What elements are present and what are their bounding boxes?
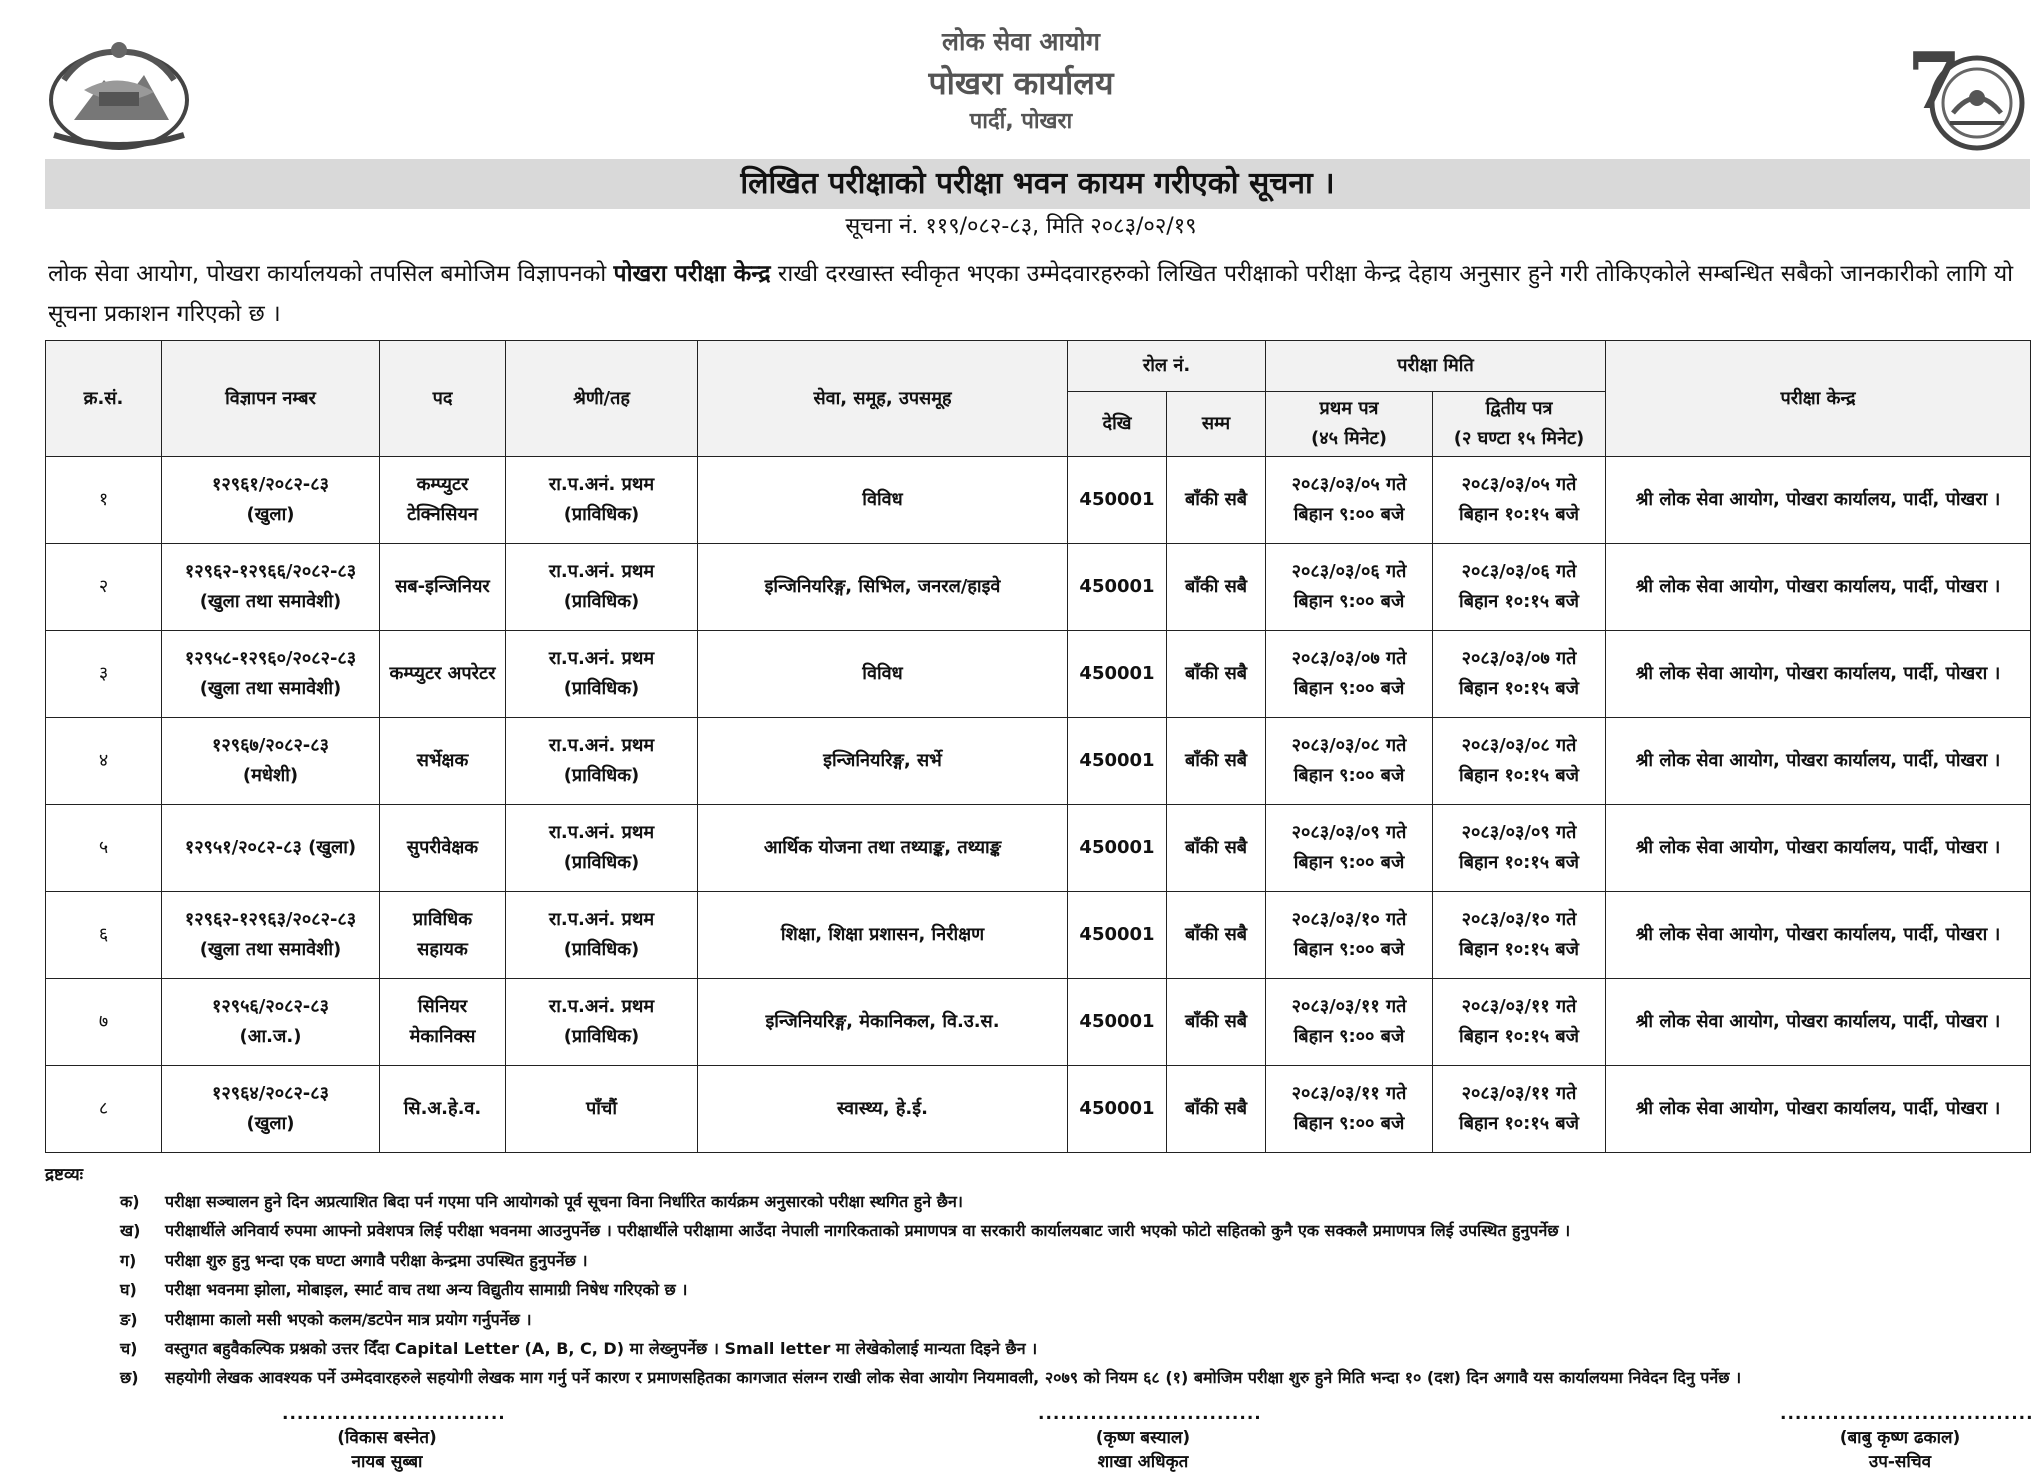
note-marker: छ) [120, 1368, 139, 1388]
post-cell-text: कम्प्युटर [416, 474, 469, 495]
service-cell [698, 979, 1068, 1066]
paper2-cell-text: २०८३/०३/११ गते [1461, 1083, 1577, 1104]
header-paper2 [1433, 392, 1606, 457]
service-cell-text: स्वास्थ्य, हे.ई. [837, 1098, 928, 1119]
roll-from-cell [1068, 457, 1167, 544]
header-roll: रोल नं. [1068, 341, 1266, 392]
notice-title: लिखित परीक्षाको परीक्षा भवन कायम गरीएको सूचना । [45, 159, 2030, 209]
service-cell [698, 631, 1068, 718]
service-cell-text: इन्जिनियरिङ्ग, सर्भे [823, 750, 942, 771]
level-cell-text: (प्राविधिक) [563, 852, 640, 873]
sn-text: ५ [98, 837, 109, 858]
roll-from-cell-text: 450001 [1079, 1098, 1155, 1119]
roll-from-cell [1068, 892, 1167, 979]
service-cell-text: विविध [862, 489, 903, 510]
office-name: पोखरा कार्यालय [928, 64, 1114, 102]
paper2-cell [1433, 544, 1606, 631]
level-cell [506, 1066, 698, 1153]
paper2-cell-text: बिहान १०:१५ बजे [1459, 1113, 1579, 1134]
intro-bold-center: पोखरा परीक्षा केन्द्र [613, 261, 771, 287]
office-header [0, 25, 2042, 137]
roll-to-cell [1167, 979, 1266, 1066]
svg-text:7: 7 [1907, 36, 1962, 127]
post-cell [380, 631, 506, 718]
service-cell [698, 544, 1068, 631]
signatory-name: (बाबु कृष्ण ढकाल) [1839, 1428, 1961, 1448]
center-cell [1606, 979, 2031, 1066]
service-cell [698, 805, 1068, 892]
note-text: परीक्षार्थीले अनिवार्य रुपमा आफ्नो प्रवेशपत्र लिई परीक्षा भवनमा आउनुपर्नेछ । परीक्षार्थीले परीक्षामा आउँदा नेपाली नागरिकताको प्रमाणपत्र वा सरकारी कार्यालयबाट जारी भएको फोटो सहितको कुनै एक सक्कलै प्रमाणपत्र लिई उपस्थित हुनुपर्नेछ । [165, 1221, 1571, 1241]
sn [46, 805, 162, 892]
paper2-cell-text: २०८३/०३/१० गते [1461, 909, 1577, 930]
adv-no-cell [162, 457, 380, 544]
adv-no-cell-text: (मधेशी) [242, 765, 299, 786]
header-adv-no: विज्ञापन नम्बर [162, 341, 380, 457]
post-cell-text: मेकानिक्स [409, 1026, 476, 1047]
paper2-cell-text: बिहान १०:१५ बजे [1459, 1026, 1579, 1047]
adv-no-cell-text: १२९५१/२०८२-८३ (खुला) [184, 837, 357, 858]
paper1-cell [1266, 892, 1433, 979]
roll-from-cell [1068, 631, 1167, 718]
sn [46, 718, 162, 805]
post-cell-text: सि.अ.हे.व. [403, 1098, 482, 1119]
note-text: परीक्षा शुरु हुनु भन्दा एक घण्टा अगावै परीक्षा केन्द्रमा उपस्थित हुनुपर्नेछ । [165, 1250, 588, 1270]
note-text: वस्तुगत बहुवैकल्पिक प्रश्नको उत्तर दिँदा Capital Letter (A, B, C, D) मा लेख्नुपर्नेछ । Small letter मा लेखेकोलाई मान्यता दिइने छैन । [165, 1338, 1038, 1358]
paper1-cell-text: बिहान ९:०० बजे [1293, 678, 1405, 699]
paper2-cell [1433, 805, 1606, 892]
post-cell-text: सहायक [417, 939, 468, 960]
table-row [46, 805, 2031, 892]
center-cell [1606, 718, 2031, 805]
roll-from-cell [1068, 544, 1167, 631]
level-cell-text: रा.प.अनं. प्रथम [548, 996, 655, 1017]
paper1-label: प्रथम पत्र [1319, 398, 1379, 419]
sn-text: ३ [98, 663, 109, 684]
exam-schedule-table [45, 340, 2031, 1153]
paper1-cell [1266, 631, 1433, 718]
org-name: लोक सेवा आयोग [942, 27, 1100, 56]
sn [46, 544, 162, 631]
signatory-name: (कृष्ण बस्याल) [1095, 1428, 1191, 1448]
sn-text: ४ [98, 750, 109, 771]
roll-from-cell-text: 450001 [1079, 837, 1155, 858]
adv-no-cell [162, 892, 380, 979]
header-roll-to: सम्म [1167, 392, 1266, 457]
sn-text: २ [98, 576, 109, 597]
signature-line: .................................. [1780, 1404, 2034, 1424]
header-level: श्रेणी/तह [506, 341, 698, 457]
paper2-cell [1433, 892, 1606, 979]
paper2-cell-text: बिहान १०:१५ बजे [1459, 504, 1579, 525]
paper2-cell-text: बिहान १०:१५ बजे [1459, 765, 1579, 786]
paper1-cell-text: बिहान ९:०० बजे [1293, 765, 1405, 786]
service-cell-text: इन्जिनियरिङ्ग, मेकानिकल, वि.उ.स. [765, 1011, 1000, 1032]
roll-to-cell-text: बाँकी सबै [1184, 489, 1248, 510]
adv-no-cell [162, 718, 380, 805]
level-cell-text: (प्राविधिक) [563, 504, 640, 525]
roll-from-cell-text: 450001 [1079, 1011, 1155, 1032]
level-cell-text: पाँचौं [586, 1098, 617, 1119]
level-cell-text: रा.प.अनं. प्रथम [548, 561, 655, 582]
post-cell-text: सिनियर [417, 996, 468, 1017]
paper2-cell-text: २०८३/०३/०५ गते [1461, 474, 1577, 495]
paper2-cell [1433, 457, 1606, 544]
roll-from-cell [1068, 979, 1167, 1066]
paper1-cell [1266, 718, 1433, 805]
post-cell [380, 718, 506, 805]
paper2-label: द्वितीय पत्र [1485, 398, 1553, 419]
post-cell [380, 544, 506, 631]
service-cell [698, 1066, 1068, 1153]
header-post: पद [380, 341, 506, 457]
note-item [120, 1216, 2020, 1245]
paper1-cell [1266, 457, 1433, 544]
roll-from-cell-text: 450001 [1079, 489, 1155, 510]
level-cell [506, 631, 698, 718]
roll-to-cell [1167, 544, 1266, 631]
level-cell-text: रा.प.अनं. प्रथम [548, 735, 655, 756]
table-row [46, 979, 2031, 1066]
table-row [46, 1066, 2031, 1153]
roll-to-cell [1167, 1066, 1266, 1153]
sn [46, 892, 162, 979]
service-cell [698, 718, 1068, 805]
center-cell [1606, 457, 2031, 544]
center-cell-text: श्री लोक सेवा आयोग, पोखरा कार्यालय, पार्दी, पोखरा । [1635, 1098, 2001, 1119]
intro-text-2: राखी दरखास्त स्वीकृत भएका उम्मेदवारहरुको लिखित परीक्षाको परीक्षा केन्द्र देहाय अनुसार हुने गरी तोकिएकोले सम्बन्धित सबैको जानकारीको लागि यो सूचना प्रकाशन गरिएको छ । [48, 261, 2014, 327]
signature-1 [282, 1402, 506, 1474]
roll-to-cell-text: बाँकी सबै [1184, 924, 1248, 945]
level-cell-text: (प्राविधिक) [563, 939, 640, 960]
service-cell-text: शिक्षा, शिक्षा प्रशासन, निरीक्षण [780, 924, 985, 945]
note-item [120, 1363, 2020, 1392]
paper1-cell-text: २०८३/०३/१० गते [1291, 909, 1407, 930]
adv-no-cell-text: (खुला) [246, 1113, 295, 1134]
table-row [46, 457, 2031, 544]
header-sn: क्र.सं. [46, 341, 162, 457]
post-cell [380, 457, 506, 544]
post-cell-text: सुपरीवेक्षक [406, 837, 479, 858]
paper2-cell [1433, 718, 1606, 805]
paper2-cell [1433, 979, 1606, 1066]
note-item [120, 1246, 2020, 1275]
adv-no-cell-text: १२९६७/२०८२-८३ [211, 735, 329, 756]
roll-to-cell-text: बाँकी सबै [1184, 576, 1248, 597]
level-cell [506, 718, 698, 805]
center-cell [1606, 631, 2031, 718]
header-paper1 [1266, 392, 1433, 457]
level-cell [506, 892, 698, 979]
post-cell [380, 979, 506, 1066]
paper2-cell [1433, 631, 1606, 718]
sn-text: ८ [98, 1098, 109, 1119]
note-text: परीक्षा भवनमा झोला, मोबाइल, स्मार्ट वाच तथा अन्य विद्युतीय सामाग्री निषेध गरिएको छ । [165, 1280, 688, 1300]
adv-no-cell-text: (खुला) [246, 504, 295, 525]
roll-to-cell [1167, 631, 1266, 718]
paper1-cell-text: बिहान ९:०० बजे [1293, 1113, 1405, 1134]
service-cell-text: इन्जिनियरिङ्ग, सिभिल, जनरल/हाइवे [764, 576, 1001, 597]
roll-from-cell-text: 450001 [1079, 663, 1155, 684]
paper1-cell-text: बिहान ९:०० बजे [1293, 939, 1405, 960]
note-text: परीक्षामा कालो मसी भएको कलम/डटपेन मात्र प्रयोग गर्नुपर्नेछ । [165, 1309, 532, 1329]
sn-text: ७ [98, 1011, 109, 1032]
level-cell-text: रा.प.अनं. प्रथम [548, 648, 655, 669]
paper1-cell-text: २०८३/०३/०७ गते [1291, 648, 1407, 669]
signatory-title: नायब सुब्बा [351, 1452, 423, 1472]
adv-no-cell-text: १२९५६/२०८२-८३ [211, 996, 329, 1017]
level-cell-text: रा.प.अनं. प्रथम [548, 822, 655, 843]
adv-no-cell [162, 544, 380, 631]
paper1-cell-text: २०८३/०३/११ गते [1291, 996, 1407, 1017]
level-cell-text: (प्राविधिक) [563, 765, 640, 786]
adv-no-cell [162, 805, 380, 892]
paper2-cell-text: २०८३/०३/११ गते [1461, 996, 1577, 1017]
note-item [120, 1275, 2020, 1304]
table-row [46, 892, 2031, 979]
adv-no-cell [162, 1066, 380, 1153]
table-row [46, 544, 2031, 631]
sn [46, 979, 162, 1066]
note-marker: क) [120, 1192, 140, 1211]
post-cell [380, 892, 506, 979]
paper1-cell [1266, 979, 1433, 1066]
paper1-cell [1266, 544, 1433, 631]
roll-to-cell [1167, 892, 1266, 979]
center-cell-text: श्री लोक सेवा आयोग, पोखरा कार्यालय, पार्दी, पोखरा । [1635, 750, 2001, 771]
paper1-cell-text: २०८३/०३/०५ गते [1291, 474, 1407, 495]
note-marker: ग) [120, 1250, 137, 1270]
post-cell-text: सर्भेक्षक [416, 750, 469, 771]
signatory-title: उप-सचिव [1868, 1452, 1932, 1472]
intro-text-1: लोक सेवा आयोग, पोखरा कार्यालयको तपसिल बमोजिम विज्ञापनको [48, 261, 614, 287]
level-cell [506, 805, 698, 892]
post-cell [380, 805, 506, 892]
adv-no-cell [162, 631, 380, 718]
center-cell-text: श्री लोक सेवा आयोग, पोखरा कार्यालय, पार्दी, पोखरा । [1635, 576, 2001, 597]
service-cell-text: आर्थिक योजना तथा तथ्याङ्क, तथ्याङ्क [763, 837, 1002, 858]
paper2-cell [1433, 1066, 1606, 1153]
center-cell-text: श्री लोक सेवा आयोग, पोखरा कार्यालय, पार्दी, पोखरा । [1635, 924, 2001, 945]
notes-title: द्रष्टव्यः [45, 1165, 84, 1185]
roll-from-cell-text: 450001 [1079, 924, 1155, 945]
note-item [120, 1334, 2020, 1363]
table-row [46, 631, 2031, 718]
paper2-cell-text: २०८३/०३/०७ गते [1461, 648, 1577, 669]
signatory-title: शाखा अधिकृत [1097, 1452, 1189, 1472]
paper2-cell-text: २०८३/०३/०८ गते [1461, 735, 1577, 756]
adv-no-cell-text: १२९६२-१२९६३/२०८२-८३ [184, 909, 357, 930]
notes-list [120, 1187, 2020, 1393]
adv-no-cell-text: १२९६१/२०८२-८३ [211, 474, 329, 495]
roll-from-cell-text: 450001 [1079, 576, 1155, 597]
sn [46, 1066, 162, 1153]
paper1-duration: (४५ मिनेट) [1311, 428, 1387, 449]
level-cell [506, 457, 698, 544]
level-cell-text: (प्राविधिक) [563, 591, 640, 612]
adv-no-cell-text: (खुला तथा समावेशी) [199, 939, 342, 960]
post-cell-text: टेक्निसियन [407, 504, 478, 525]
signature-2 [1038, 1402, 1262, 1474]
signature-line: .............................. [282, 1404, 506, 1424]
post-cell-text: कम्प्युटर अपरेटर [389, 663, 496, 684]
center-cell [1606, 1066, 2031, 1153]
paper1-cell-text: २०८३/०३/०८ गते [1291, 735, 1407, 756]
adv-no-cell [162, 979, 380, 1066]
note-marker: घ) [120, 1280, 137, 1300]
level-cell-text: रा.प.अनं. प्रथम [548, 909, 655, 930]
roll-from-cell [1068, 718, 1167, 805]
header-center: परीक्षा केन्द्र [1606, 341, 2031, 457]
center-cell-text: श्री लोक सेवा आयोग, पोखरा कार्यालय, पार्दी, पोखरा । [1635, 489, 2001, 510]
intro-paragraph [48, 254, 2028, 334]
roll-to-cell-text: बाँकी सबै [1184, 837, 1248, 858]
paper2-cell-text: बिहान १०:१५ बजे [1459, 852, 1579, 873]
paper2-duration: (२ घण्टा १५ मिनेट) [1453, 428, 1585, 449]
paper1-cell-text: २०८३/०३/११ गते [1291, 1083, 1407, 1104]
adv-no-cell-text: १२९६२-१२९६६/२०८२-८३ [184, 561, 357, 582]
table-row [46, 718, 2031, 805]
office-location: पार्दी, पोखरा [969, 109, 1073, 134]
adv-no-cell-text: (आ.ज.) [239, 1026, 302, 1047]
level-cell-text: (प्राविधिक) [563, 1026, 640, 1047]
roll-from-cell [1068, 805, 1167, 892]
signature-line: .............................. [1038, 1404, 1262, 1424]
center-cell [1606, 544, 2031, 631]
paper2-cell-text: बिहान १०:१५ बजे [1459, 678, 1579, 699]
signatory-name: (विकास बस्नेत) [337, 1428, 437, 1448]
roll-to-cell [1167, 457, 1266, 544]
paper2-cell-text: २०८३/०३/०९ गते [1461, 822, 1577, 843]
note-text: परीक्षा सञ्चालन हुने दिन अप्रत्याशित बिदा पर्न गएमा पनि आयोगको पूर्व सूचना विना निर्धारित कार्यक्रम अनुसारको परीक्षा स्थगित हुने छैन। [165, 1192, 963, 1211]
paper1-cell-text: बिहान ९:०० बजे [1293, 852, 1405, 873]
note-item [120, 1305, 2020, 1334]
post-cell-text: प्राविधिक [412, 909, 473, 930]
center-cell-text: श्री लोक सेवा आयोग, पोखरा कार्यालय, पार्दी, पोखरा । [1635, 1011, 2001, 1032]
roll-to-cell-text: बाँकी सबै [1184, 750, 1248, 771]
service-cell [698, 457, 1068, 544]
paper1-cell [1266, 805, 1433, 892]
center-cell [1606, 805, 2031, 892]
sn [46, 457, 162, 544]
paper1-cell-text: बिहान ९:०० बजे [1293, 591, 1405, 612]
note-marker: च) [120, 1338, 138, 1358]
roll-to-cell-text: बाँकी सबै [1184, 1098, 1248, 1119]
roll-to-cell-text: बाँकी सबै [1184, 1011, 1248, 1032]
header-service: सेवा, समूह, उपसमूह [698, 341, 1068, 457]
level-cell [506, 544, 698, 631]
post-cell-text: सब-इन्जिनियर [395, 576, 490, 597]
notice-number: सूचना नं. ११९/०८२-८३, मिति २०८३/०२/१९ [845, 214, 1197, 239]
sn-text: ६ [98, 924, 109, 945]
paper1-cell [1266, 1066, 1433, 1153]
adv-no-cell-text: १२९६४/२०८२-८३ [211, 1083, 329, 1104]
post-cell [380, 1066, 506, 1153]
note-marker: ङ) [120, 1309, 138, 1329]
note-item [120, 1187, 2020, 1216]
roll-to-cell-text: बाँकी सबै [1184, 663, 1248, 684]
paper1-cell-text: २०८३/०३/०६ गते [1291, 561, 1407, 582]
adv-no-cell-text: (खुला तथा समावेशी) [199, 678, 342, 699]
paper2-cell-text: २०८३/०३/०६ गते [1461, 561, 1577, 582]
paper1-cell-text: २०८३/०३/०९ गते [1291, 822, 1407, 843]
note-text: सहयोगी लेखक आवश्यक पर्ने उम्मेदवारहरुले सहयोगी लेखक माग गर्नु पर्ने कारण र प्रमाणसहितका कागजात संलग्न राखी लोक सेवा आयोग नियमावली, २०७९ को नियम ६८ (१) बमोजिम परीक्षा शुरु हुने मिति भन्दा १० (दश) दिन अगावै यस कार्यालयमा निवेदन दिनु पर्नेछ । [165, 1368, 1742, 1388]
header-roll-from: देखि [1068, 392, 1167, 457]
level-cell [506, 979, 698, 1066]
adv-no-cell-text: १२९५८-१२९६०/२०८२-८३ [184, 648, 357, 669]
header-exam-date: परीक्षा मिति [1266, 341, 1606, 392]
paper2-cell-text: बिहान १०:१५ बजे [1459, 939, 1579, 960]
roll-from-cell-text: 450001 [1079, 750, 1155, 771]
service-cell [698, 892, 1068, 979]
paper1-cell-text: बिहान ९:०० बजे [1293, 1026, 1405, 1047]
roll-to-cell [1167, 805, 1266, 892]
paper2-cell-text: बिहान १०:१५ बजे [1459, 591, 1579, 612]
level-cell-text: रा.प.अनं. प्रथम [548, 474, 655, 495]
roll-from-cell [1068, 1066, 1167, 1153]
sn [46, 631, 162, 718]
roll-to-cell [1167, 718, 1266, 805]
center-cell [1606, 892, 2031, 979]
center-cell-text: श्री लोक सेवा आयोग, पोखरा कार्यालय, पार्दी, पोखरा । [1635, 837, 2001, 858]
sn-text: १ [98, 489, 109, 510]
adv-no-cell-text: (खुला तथा समावेशी) [199, 591, 342, 612]
paper1-cell-text: बिहान ९:०० बजे [1293, 504, 1405, 525]
note-marker: ख) [120, 1221, 141, 1241]
level-cell-text: (प्राविधिक) [563, 678, 640, 699]
service-cell-text: विविध [862, 663, 903, 684]
signature-3 [1780, 1402, 2034, 1474]
center-cell-text: श्री लोक सेवा आयोग, पोखरा कार्यालय, पार्दी, पोखरा । [1635, 663, 2001, 684]
